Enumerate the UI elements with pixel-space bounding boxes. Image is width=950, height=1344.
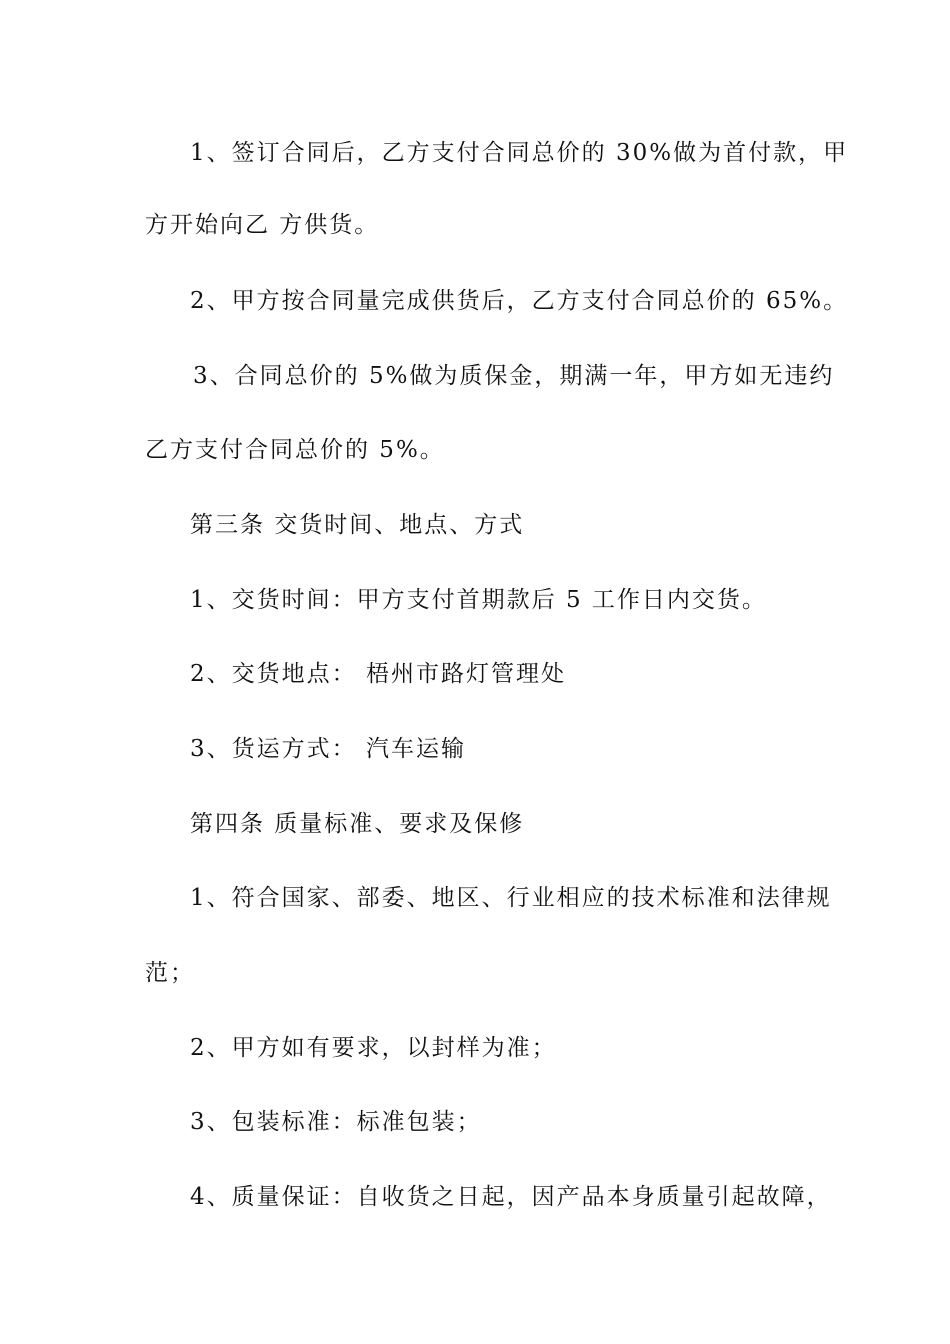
paragraph-line-7: 2、交货地点： 梧州市路灯管理处 (190, 661, 566, 687)
paragraph-line-6: 1、交货时间：甲方支付首期款后 5 工作日内交货。 (190, 587, 767, 613)
paragraph-line-12: 3、包装标准：标准包装； (190, 1109, 482, 1135)
paragraph-line-13: 4、质量保证：自收货之日起，因产品本身质量引起故障， (190, 1184, 832, 1210)
paragraph-line-9: 1、符合国家、部委、地区、行业相应的技术标准和法律规 (190, 885, 832, 911)
paragraph-line-3: 2、甲方按合同量完成供货后，乙方支付合同总价的 65%。 (190, 288, 849, 314)
paragraph-line-5: 乙方支付合同总价的 5%。 (145, 437, 445, 463)
section-heading-4: 第四条 质量标准、要求及保修 (190, 811, 525, 837)
paragraph-line-2: 方开始向乙 方供货。 (145, 212, 380, 238)
paragraph-line-1: 1、签订合同后，乙方支付合同总价的 30%做为首付款，甲 (190, 140, 849, 166)
section-heading-3: 第三条 交货时间、地点、方式 (190, 512, 525, 538)
paragraph-line-11: 2、甲方如有要求，以封样为准； (190, 1035, 557, 1061)
paragraph-line-10: 范； (145, 960, 195, 986)
paragraph-line-8: 3、货运方式： 汽车运输 (190, 736, 466, 762)
paragraph-line-4: 3、合同总价的 5%做为质保金，期满一年，甲方如无违约 (193, 363, 835, 389)
